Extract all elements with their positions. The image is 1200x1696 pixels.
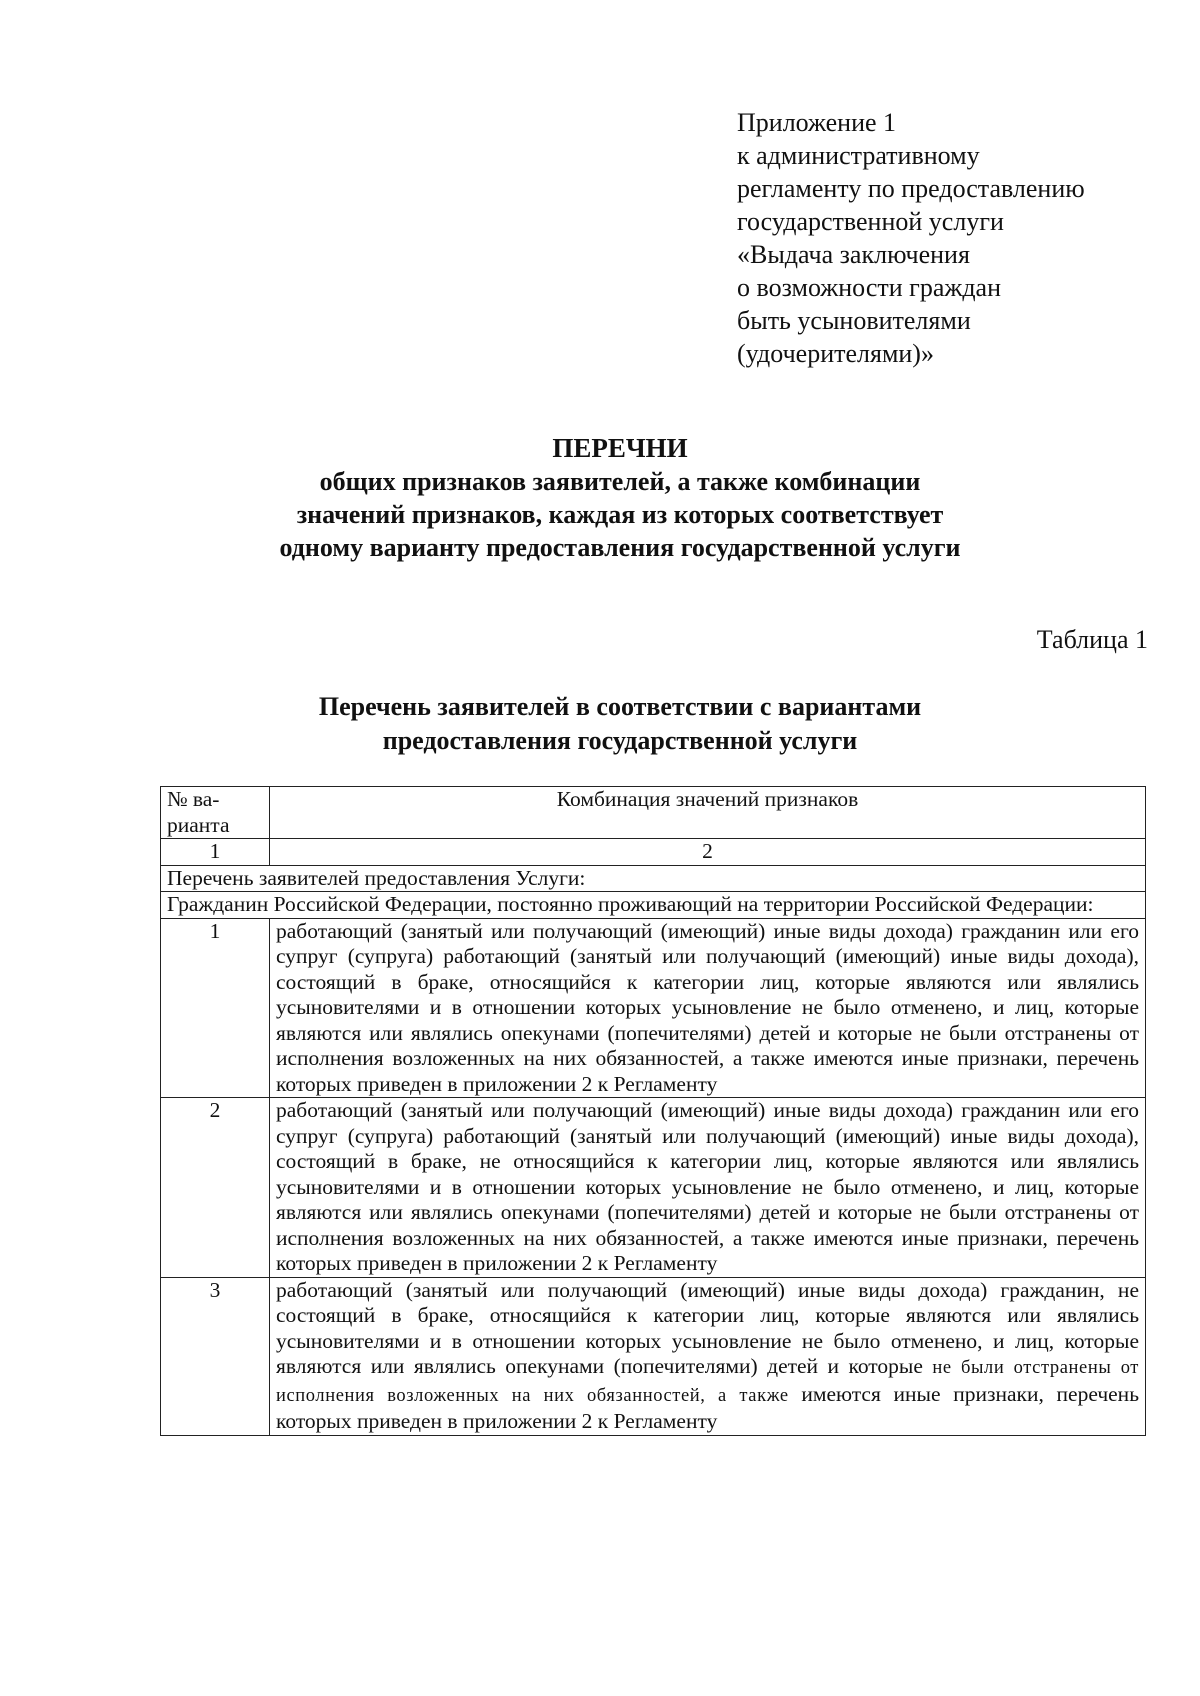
- column-number: 2: [270, 839, 1146, 866]
- table-number-label: Таблица 1: [1036, 625, 1148, 654]
- variant-description-small: не были отстранены от исполнения возложенных на них обязанностей, а также: [276, 1358, 1139, 1406]
- table-row: [161, 1098, 1146, 1278]
- table-row: [161, 918, 1146, 1098]
- variants-table: [160, 786, 1146, 1436]
- document-subtitle-line: значений признаков, каждая из которых соответствует: [296, 500, 944, 529]
- variant-description-end: имеются иные признаки, перечень которых приведен в приложении 2 к Регламенту: [276, 1381, 1139, 1433]
- document-subtitle-line: одному варианту предоставления государственной услуги: [279, 533, 961, 562]
- table-row: [161, 1277, 1146, 1435]
- variant-number: 2: [161, 1098, 270, 1278]
- variant-description: [270, 1277, 1146, 1435]
- table-header-row: [161, 787, 1146, 839]
- variant-description: работающий (занятый или получающий (имеющий) иные виды дохода) гражданин или его супруг (супруга) работающий (занятый или получающий (имеющий) иные виды дохода), состоящий в браке, не относящийся к категории лиц, которые являются или являлись усыновителями и в отношении которых усыновление не было отменено, и лиц, которые являются или являлись опекунами (попечителями) детей и которые не были отстранены от исполнения возложенных на них обязанностей, а также имеются иные признаки, перечень которых приведен в приложении 2 к Регламенту: [270, 1098, 1146, 1278]
- table-heading: [180, 690, 1060, 758]
- document-heading: [180, 432, 1060, 564]
- annex-line: Приложение 1: [737, 108, 897, 137]
- table-heading-line: Перечень заявителей в соответствии с вариантами: [318, 692, 922, 721]
- document-title: ПЕРЕЧНИ: [552, 433, 688, 463]
- group-title: Гражданин Российской Федерации, постоянно проживающий на территории Российской Федерации:: [161, 892, 1146, 919]
- variant-number: 3: [161, 1277, 270, 1435]
- section-title: Перечень заявителей предоставления Услуги:: [161, 865, 1146, 892]
- annex-line: регламенту по предоставлению: [737, 174, 1085, 203]
- annex-note: [737, 106, 1085, 370]
- header-num-line: № ва-: [167, 787, 220, 811]
- group-row: [161, 892, 1146, 919]
- annex-line: быть усыновителями: [737, 306, 971, 335]
- table-heading-line: предоставления государственной услуги: [382, 726, 858, 755]
- variant-description-main: работающий (занятый или получающий (имеющий) иные виды дохода) гражданин, не состоящий в браке, относящийся к категории лиц, которые являются или являлись усыновителями и в отношении которых усыновление не было отменено, и лиц, которые являются или являлись опекунами (попечителями) детей и которые: [276, 1277, 1139, 1378]
- annex-line: «Выдача заключения: [737, 240, 970, 269]
- column-number: 1: [161, 839, 270, 866]
- annex-line: (удочерителями)»: [737, 339, 934, 368]
- header-variant-number: [161, 787, 270, 839]
- variant-description: работающий (занятый или получающий (имеющий) иные виды дохода) гражданин или его супруг (супруга) работающий (занятый или получающий (имеющий) иные виды дохода), состоящий в браке, относящийся к категории лиц, которые являются или являлись усыновителями и в отношении которых усыновление не было отменено, и лиц, которые являются или являлись опекунами (попечителями) детей и которые не были отстранены от исполнения возложенных на них обязанностей, а также имеются иные признаки, перечень которых приведен в приложении 2 к Регламенту: [270, 918, 1146, 1098]
- annex-line: о возможности граждан: [737, 273, 1001, 302]
- annex-line: государственной услуги: [737, 207, 1004, 236]
- header-num-line: рианта: [167, 812, 230, 837]
- annex-line: к административному: [737, 141, 980, 170]
- header-combination: Комбинация значений признаков: [270, 787, 1146, 839]
- document-subtitle-line: общих признаков заявителей, а также комбинации: [319, 467, 921, 496]
- column-number-row: [161, 839, 1146, 866]
- section-row: [161, 865, 1146, 892]
- variant-number: 1: [161, 918, 270, 1098]
